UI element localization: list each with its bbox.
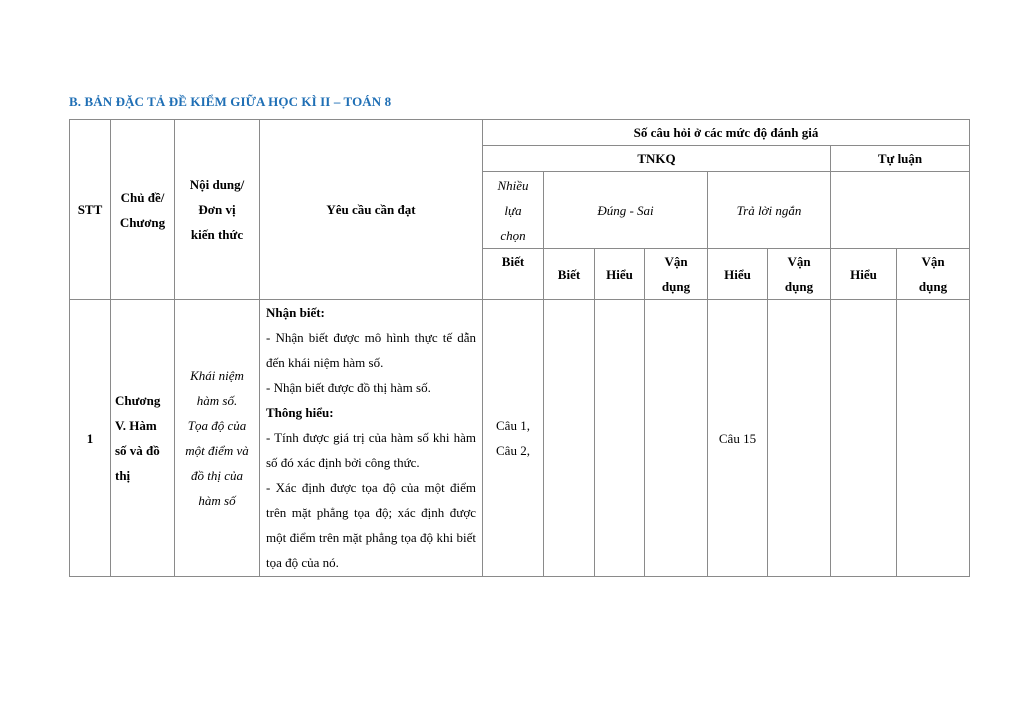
- header-noi-dung: Nội dung/ Đơn vị kiến thức: [175, 120, 260, 300]
- thong-hieu-item: - Tính được giá trị của hàm số khi hàm số đó xác định bởi công thức.: [266, 430, 476, 470]
- row-yeu-cau: [260, 300, 483, 577]
- header-tra-loi-ngan: Trả lời ngắn: [708, 172, 831, 249]
- header-tu-luan: Tự luận: [831, 146, 970, 172]
- table-row: [70, 300, 970, 577]
- header-stt: STT: [70, 120, 111, 300]
- level-tl-van-dung: Vận dụng: [897, 249, 970, 300]
- document-title: B. BẢN ĐẶC TẢ ĐỀ KIỂM GIỮA HỌC KÌ II – TOÁN 8: [69, 94, 392, 109]
- header-chu-de: Chủ đề/ Chương: [111, 120, 175, 300]
- header-dung-sai: Đúng - Sai: [544, 172, 708, 249]
- nhan-biet-item: - Nhận biết được đồ thị hàm số.: [266, 380, 431, 395]
- row-ds-biet: [544, 300, 595, 577]
- row-chu-de: Chương V. Hàm số và đồ thị: [111, 300, 175, 577]
- level-tl-hieu: Hiểu: [831, 249, 897, 300]
- header-so-cau-hoi: Số câu hỏi ở các mức độ đánh giá: [483, 120, 970, 146]
- row-noi-dung: Khái niệm hàm số. Tọa độ của một điểm và đồ thị của hàm số: [175, 300, 260, 577]
- thong-hieu-item: - Xác định được tọa độ của một điểm trên mặt phẳng tọa độ; xác định được một điểm trên mặt phẳng tọa độ khi biết tọa độ của nó.: [266, 480, 476, 570]
- row-tl-van-dung: [897, 300, 970, 577]
- header-nhieu-lua-chon: Nhiều lựa chọn: [483, 172, 544, 249]
- level-tln-hieu: Hiểu: [708, 249, 768, 300]
- row-ds-hieu: [595, 300, 645, 577]
- nhan-biet-item: - Nhận biết được mô hình thực tế dẫn đến khái niệm hàm số.: [266, 330, 476, 370]
- row-ds-van-dung: [645, 300, 708, 577]
- level-ds-van-dung: Vận dụng: [645, 249, 708, 300]
- row-mcq-biet: Câu 1, Câu 2,: [483, 300, 544, 577]
- thong-hieu-label: Thông hiểu:: [266, 405, 334, 420]
- level-mcq-biet: Biết: [483, 249, 544, 300]
- nhan-biet-label: Nhận biết:: [266, 305, 325, 320]
- row-tl-hieu: [831, 300, 897, 577]
- level-tln-van-dung: Vận dụng: [768, 249, 831, 300]
- row-tln-hieu: Câu 15: [708, 300, 768, 577]
- header-row-1: [70, 120, 970, 146]
- row-tln-van-dung: [768, 300, 831, 577]
- header-tu-luan-blank: [831, 172, 970, 249]
- level-ds-hieu: Hiểu: [595, 249, 645, 300]
- row-stt: 1: [70, 300, 111, 577]
- specification-table: [69, 119, 970, 577]
- header-yeu-cau: Yêu cầu cần đạt: [260, 120, 483, 300]
- header-tnkq: TNKQ: [483, 146, 831, 172]
- level-ds-biet: Biết: [544, 249, 595, 300]
